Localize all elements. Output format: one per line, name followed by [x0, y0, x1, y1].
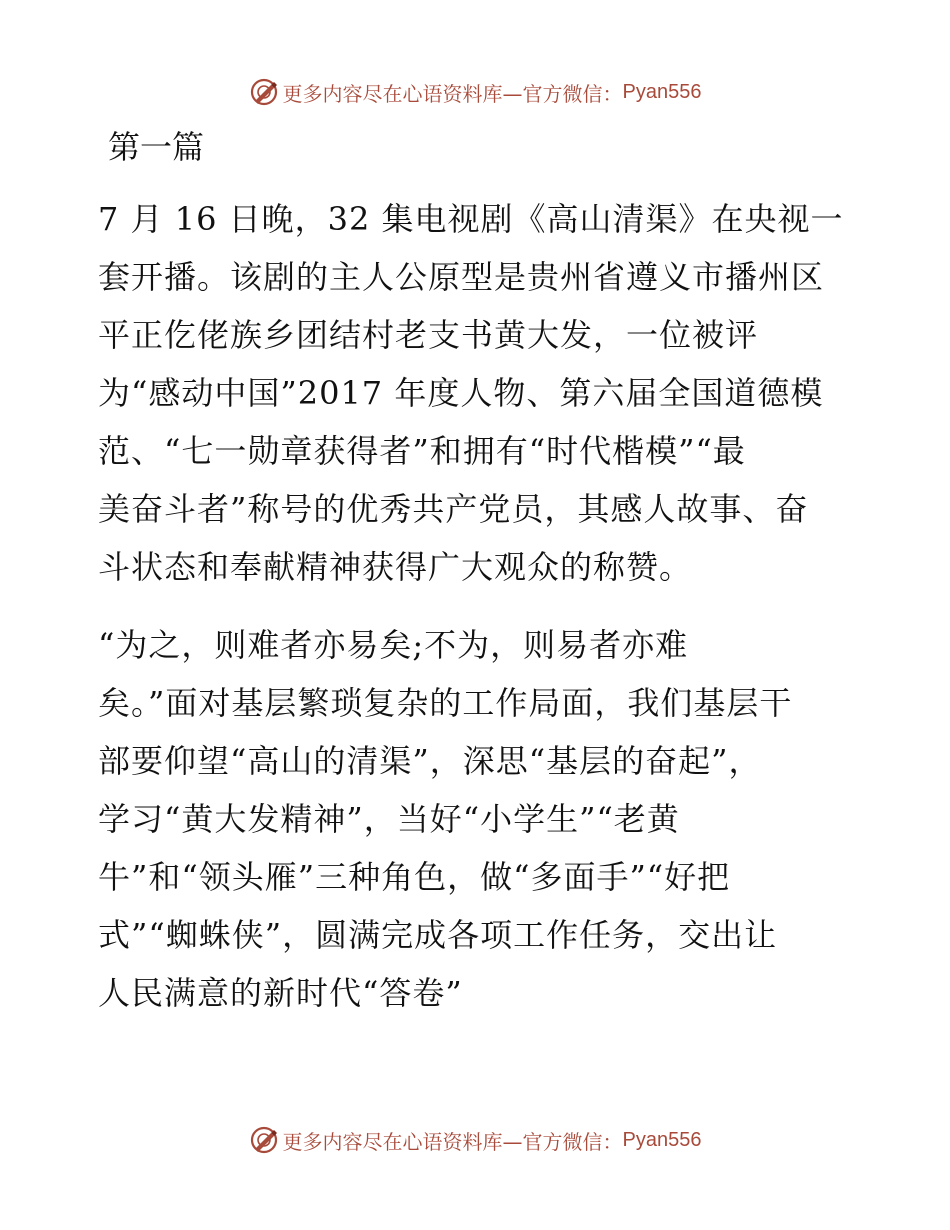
paragraph-line: 斗状态和奉献精神获得广大观众的称赞。: [98, 548, 693, 586]
paragraph-line: 学习“黄大发精神”，当好“小学生”“老黄: [98, 800, 680, 838]
paragraph-line: 式”“蜘蛛侠”，圆满完成各项工作任务，交出让: [98, 916, 778, 954]
paragraph-line: 套开播。该剧的主人公原型是贵州省遵义市播州区: [98, 258, 825, 296]
wechat-handle: Pyan556: [622, 1128, 702, 1151]
paragraph-line: 7 月 16 日晚，32 集电视剧《高山清渠》在央视一: [98, 200, 844, 238]
pen-seal-logo-icon: [249, 77, 279, 107]
pen-seal-logo-icon: [249, 1125, 279, 1155]
paragraph-line: 矣。”面对基层繁琐复杂的工作局面，我们基层干: [98, 684, 793, 722]
paragraph-line: 范、“七一勋章获得者”和拥有“时代楷模”“最: [98, 432, 746, 470]
paragraph-line: 牛”和“领头雁”三种角色，做“多面手”“好把: [98, 858, 731, 896]
paragraph-line: “为之，则难者亦易矣;不为，则易者亦难: [98, 626, 689, 664]
banner-text: 更多内容尽在心语资料库—官方微信：: [282, 81, 623, 106]
paragraph-line: 平正仡佬族乡团结村老支书黄大发，一位被评: [98, 316, 759, 354]
paragraph-line: 为“感动中国”2017 年度人物、第六届全国道德模: [98, 374, 824, 412]
banner-text: 更多内容尽在心语资料库—官方微信：: [282, 1129, 623, 1154]
header-banner: [0, 72, 950, 112]
footer-banner: [0, 1120, 950, 1160]
wechat-handle: Pyan556: [622, 80, 702, 103]
section-heading: 第一篇: [108, 128, 205, 166]
paragraph-line: 美奋斗者”称号的优秀共产党员，其感人故事、奋: [98, 490, 809, 528]
paragraph-line: 人民满意的新时代“答卷”: [98, 974, 463, 1012]
paragraph-line: 部要仰望“高山的清渠”，深思“基层的奋起”，: [98, 742, 762, 780]
